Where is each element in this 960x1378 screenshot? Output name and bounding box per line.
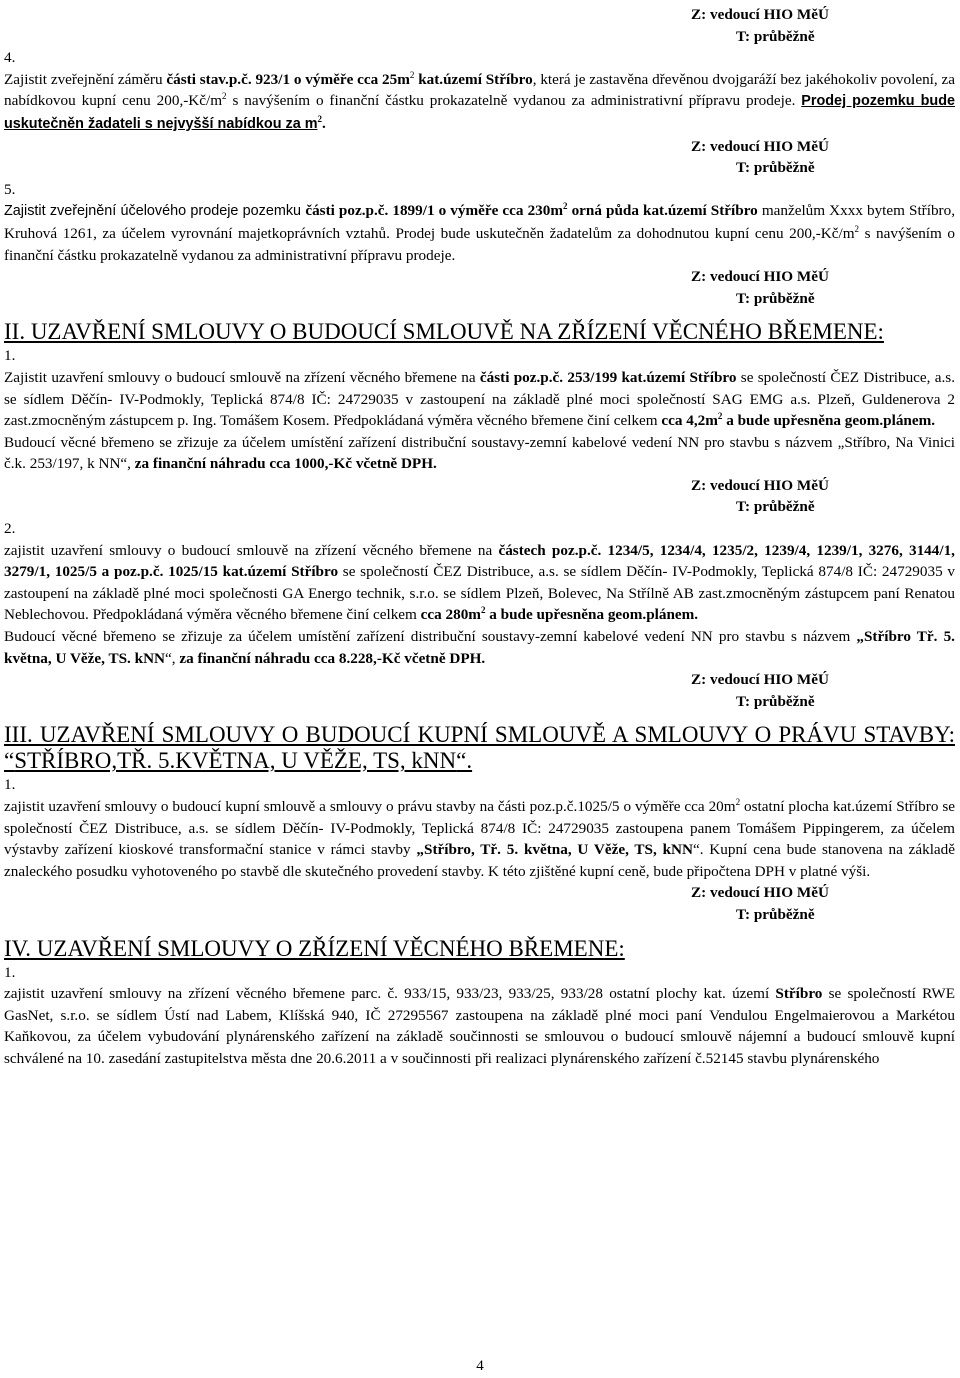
- deadline: T: průběžně: [736, 289, 815, 307]
- paragraph-iii-1: zajistit uzavření smlouvy o budoucí kupní smlouvě a smlouvy o právu stavby na části poz.p.č.1025/5 o výměře cca $20m^2$ ostatní plocha kat.území Stříbro se společností ČEZ Distribuce, a.s. se sídlem Děčín- IV-Podmokly, Teplická 874/8 IČ: 24729035 zastoupena panem Tomášem Pippingerem, za účelem výstavby zařízení kioskové transformační stanice v rámci stavby „Stříbro, Tř. 5. května, U Věže, TS, kNN“. Kupní cena bude stanovena na základě znaleckého posudku vyhotoveného po stavbě dle skutečného provedení stavby. K této zjištěné kupní ceně, bude připočtena DPH v platné výši.: [4, 796, 956, 880]
- section-heading-iii: III. UZAVŘENÍ SMLOUVY O BUDOUCÍ KUPNÍ SMLOUVĚ A SMLOUVY O PRÁVU STAVBY: “STŘÍBRO,TŘ. 5.KVĚTNA, U VĚŽE, TS, kNN“.: [4, 722, 955, 774]
- paragraph-ii-1: Zajistit uzavření smlouvy o budoucí smlouvě na zřízení věcného břemene na části poz.p.č. 253/199 kat.území Stříbro se společností ČEZ Distribuce, a.s. se sídlem Děčín- IV-Podmokly, Teplická 874/8 IČ: 24729035 v zastoupení na základě plné moci společností SAG EMG a.s. Plzeň, Guldenerova 2 zast.zmocněným zástupcem p. Ing. Tomášem Kosem. Předpokládaná výměra věcného břemene činí celkem cca $4,2m^2$ a bude upřesněna geom.plánem.: [4, 368, 955, 430]
- paragraph-item-4: Zajistit zveřejnění záměru části stav.p.č. 923/1 o výměře cca $25m^2$ kat.území Stříbro, která je zastavěna dřevěnou dvojgaráží bez jakéhokoliv povolení, za nabídkovou kupní cenu $200,-Kč/m^2$ s navýšením o finanční částku prokazatelně vydanou za administrativní přípravu prodeje. Prodej pozemku bude uskutečněn žadateli s nejvyšší nabídkou za $m^2$.: [4, 69, 956, 132]
- responsible-person: Z: vedoucí HIO MěÚ: [691, 6, 829, 23]
- item-number: 2.: [4, 520, 16, 538]
- section-heading-ii: II. UZAVŘENÍ SMLOUVY O BUDOUCÍ SMLOUVĚ NA ZŘÍZENÍ VĚCNÉHO BŘEMENE:: [4, 319, 884, 345]
- responsible-person: Z: vedoucí HIO MěÚ: [691, 671, 829, 689]
- responsibility-block: [4, 475, 955, 518]
- responsible-person: Z: vedoucí HIO MěÚ: [691, 137, 829, 155]
- responsibility-block: [4, 882, 955, 925]
- sale-condition: Prodej pozemku bude uskutečněn žadateli s nejvyšší nabídkou za m: [4, 93, 956, 132]
- deadline: T: průběžně: [736, 159, 815, 177]
- item-number: 1.: [4, 776, 16, 794]
- deadline: T: průběžně: [736, 27, 815, 45]
- paragraph-item-5: Zajistit zveřejnění účelového prodeje pozemku části poz.p.č. 1899/1 o výměře cca $230m^2$ orná půda kat.území Stříbro manželům Xxxx bytem Stříbro, Kruhová 1261, za účelem vyrovnání majetkoprávních vztahů. Prodej bude uskutečněn žadatelům za dohodnutou kupní cenu $200,-Kč/m^2$ s navýšením o finanční částku prokazatelně vydanou za administrativní přípravu prodeje.: [4, 201, 955, 264]
- paragraph-iv-1: zajistit uzavření smlouvy na zřízení věcného břemene parc. č. 933/15, 933/23, 933/25, 933/28 ostatní plochy kat. území Stříbro se společností RWE GasNet, s.r.o. se sídlem Ústí nad Labem, Klíšská 940, IČ 27295567 zastoupena na základě plné moci paní Vendulou Engelmaierovou a Markétou Kaňkovou, za účelem vybudování plynárenského zařízení na základě součinnosti se smlouvou o budoucí smlouvě nájemní a budoucí smlouvě kupní schválené na 10. zasedání zastupitelstva města dne 20.6.2011 a v součinnosti při realizaci plynárenského zařízení č.52145 stavbu plynárenského: [4, 985, 955, 1067]
- paragraph-ii-2-purpose: Budoucí věcné břemeno se zřizuje za účelem umístění zařízení distribuční soustavy-zemní kabelové vedení NN pro stavbu s názvem „Stříbro Tř. 5. května, U Věže, TS. kNN“, za finanční náhradu cca 8.228,-Kč včetně DPH.: [4, 628, 955, 667]
- responsibility-block: [4, 4, 955, 47]
- responsible-person: Z: vedoucí HIO MěÚ: [691, 884, 829, 902]
- item-number: 4.: [4, 49, 16, 67]
- item-number: 1.: [4, 963, 16, 981]
- deadline: T: průběžně: [736, 905, 815, 923]
- responsible-person: Z: vedoucí HIO MěÚ: [691, 476, 829, 494]
- paragraph-ii-1-purpose: Budoucí věcné břemeno se zřizuje za účelem umístění zařízení distribuční soustavy-zemní kabelové vedení NN pro stavbu s názvem „Stříbro, Na Vinici č.k. 253/197, k NN“, za finanční náhradu cca 1000,-Kč včetně DPH.: [4, 433, 955, 473]
- section-heading-iv: IV. UZAVŘENÍ SMLOUVY O ZŘÍZENÍ VĚCNÉHO BŘEMENE:: [4, 935, 625, 961]
- paragraph-ii-2: zajistit uzavření smlouvy o budoucí smlouvě na zřízení věcného břemene na částech poz.p.č. 1234/5, 1234/4, 1235/2, 1239/4, 1239/1, 3276, 3144/1, 3279/1, 1025/5 a poz.p.č. 1025/15 kat.území Stříbro se společností ČEZ Distribuce, a.s. se sídlem Děčín- IV-Podmokly, Teplická 874/8 IČ: 24729035 v zastoupení na základě plné moci společnosti GA Energo technik, s.r.o. se sídlem Plzeň, Bolevec, Na Střílně AB zast.zmocněným zástupcem paní Renatou Neblechovou. Předpokládaná výměra věcného břemene činí celkem cca $280m^2$ a bude upřesněna geom.plánem.: [4, 541, 955, 624]
- responsibility-block: [4, 266, 955, 309]
- deadline: T: průběžně: [736, 498, 815, 516]
- deadline: T: průběžně: [736, 692, 815, 710]
- page-number: 4: [476, 1358, 484, 1374]
- document-content: [4, 4, 955, 1070]
- responsibility-block: [4, 136, 955, 179]
- responsibility-block: [4, 669, 955, 712]
- item-number: 5.: [4, 180, 16, 198]
- responsible-person: Z: vedoucí HIO MěÚ: [691, 268, 829, 286]
- item-number: 1.: [4, 347, 16, 365]
